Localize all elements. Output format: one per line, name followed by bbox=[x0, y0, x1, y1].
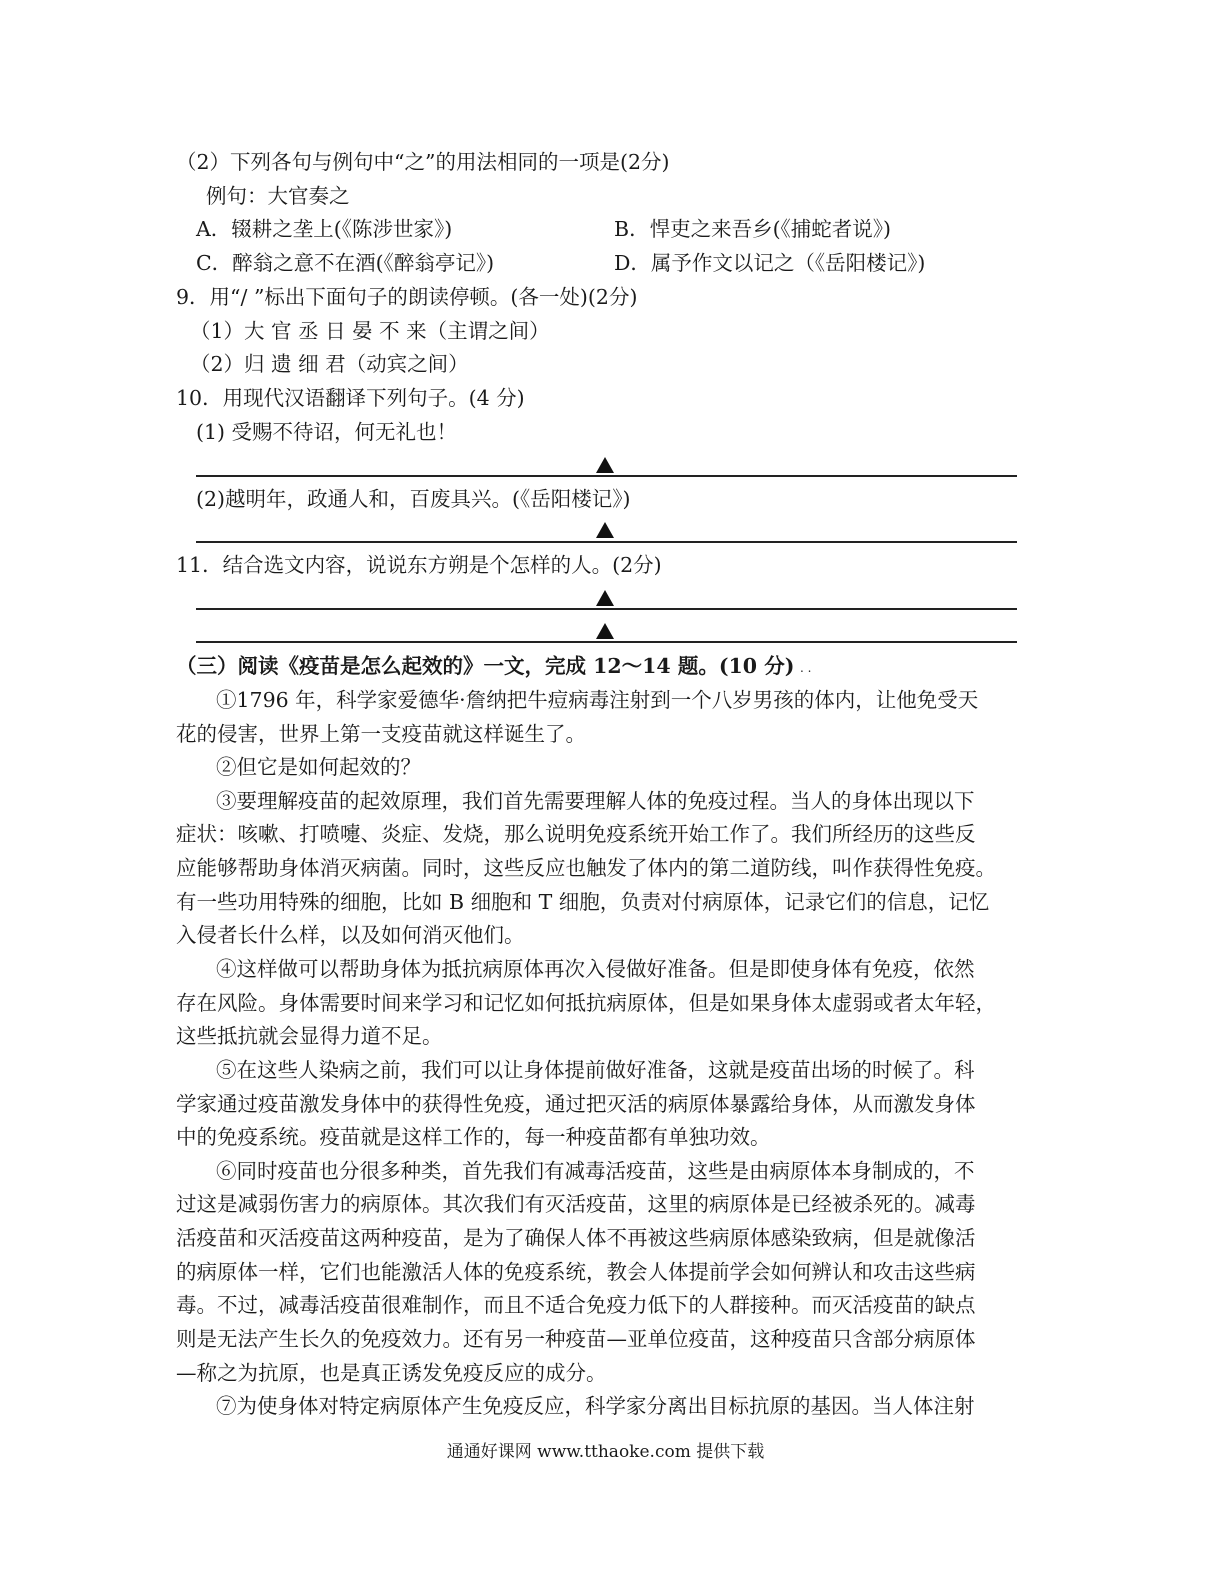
answer-marker-icon bbox=[596, 457, 614, 473]
page-footer: 通通好课网 www.tthaoke.com 提供下载 bbox=[446, 1442, 765, 1462]
passage-line: 过这是减弱伤害力的病原体。其次我们有灭活疫苗，这里的病原体是已经被杀死的。减毒 bbox=[176, 1192, 976, 1216]
q8-2-example: 例句：大官奏之 bbox=[206, 184, 350, 208]
heading-tail-marks: . . bbox=[800, 661, 812, 675]
q11-stem: 11．结合选文内容，说说东方朔是个怎样的人。(2分) bbox=[176, 553, 662, 577]
passage-line: 则是无法产生长久的免疫效力。还有另一种疫苗—亚单位疫苗，这种疫苗只含部分病原体 bbox=[176, 1327, 976, 1351]
passage-line: 入侵者长什么样，以及如何消灭他们。 bbox=[176, 923, 525, 947]
passage-line: ⑦为使身体对特定病原体产生免疫反应，科学家分离出目标抗原的基因。当人体注射 bbox=[216, 1394, 975, 1418]
q10-item-2: (2)越明年，政通人和，百废具兴。(《岳阳楼记》) bbox=[196, 487, 631, 511]
q8-2-option-d: D．属予作文以记之（《岳阳楼记》) bbox=[614, 251, 926, 275]
passage-line: 中的免疫系统。疫苗就是这样工作的，每一种疫苗都有单独功效。 bbox=[176, 1125, 771, 1149]
answer-line bbox=[196, 608, 1017, 610]
passage-line: ②但它是如何起效的？ bbox=[216, 755, 421, 779]
passage-line: ④这样做可以帮助身体为抵抗病原体再次入侵做好准备。但是即使身体有免疫，依然 bbox=[216, 957, 975, 981]
passage-line: —称之为抗原，也是真正诱发免疫反应的成分。 bbox=[176, 1361, 607, 1385]
passage-line: ⑥同时疫苗也分很多种类，首先我们有减毒活疫苗，这些是由病原体本身制成的，不 bbox=[216, 1159, 975, 1183]
passage-line: 这些抵抗就会显得力道不足。 bbox=[176, 1024, 443, 1048]
passage-line: 应能够帮助身体消灭病菌。同时，这些反应也触发了体内的第二道防线，叫作获得性免疫。 bbox=[176, 856, 996, 880]
answer-marker-icon bbox=[596, 590, 614, 606]
passage-line: 存在风险。身体需要时间来学习和记忆如何抵抗病原体，但是如果身体太虚弱或者太年轻， bbox=[176, 991, 996, 1015]
passage-line: ①1796 年，科学家爱德华·詹纳把牛痘病毒注射到一个八岁男孩的体内，让他免受天 bbox=[216, 688, 979, 712]
answer-marker-icon bbox=[596, 623, 614, 639]
q10-item-1: (1) 受赐不待诏，何无礼也！ bbox=[196, 420, 458, 444]
answer-line bbox=[196, 541, 1017, 543]
answer-line bbox=[196, 641, 1017, 643]
q8-2-option-c: C．醉翁之意不在酒(《醉翁亭记》) bbox=[196, 251, 495, 275]
q10-stem: 10．用现代汉语翻译下列句子。(4 分) bbox=[176, 386, 525, 410]
section-3-heading: （三）阅读《疫苗是怎么起效的》一文，完成 12～14 题。(10 分) bbox=[176, 654, 795, 678]
passage-line: 毒。不过，减毒活疫苗很难制作，而且不适合免疫力低下的人群接种。而灭活疫苗的缺点 bbox=[176, 1293, 976, 1317]
q8-2-option-a: A．辍耕之垄上(《陈涉世家》) bbox=[196, 217, 453, 241]
passage-line: 的病原体一样，它们也能激活人体的免疫系统，教会人体提前学会如何辨认和攻击这些病 bbox=[176, 1260, 976, 1284]
passage-line: 有一些功用特殊的细胞，比如 B 细胞和 T 细胞，负责对付病原体，记录它们的信息，记忆 bbox=[176, 890, 990, 914]
q9-item-1: （1）大 官 丞 日 晏 不 来（主谓之间） bbox=[190, 319, 550, 343]
passage-line: 症状：咳嗽、打喷嚏、炎症、发烧，那么说明免疫系统开始工作了。我们所经历的这些反 bbox=[176, 822, 976, 846]
passage-line: 学家通过疫苗激发身体中的获得性免疫，通过把灭活的病原体暴露给身体，从而激发身体 bbox=[176, 1092, 976, 1116]
q8-2-stem: （2）下列各句与例句中“之”的用法相同的一项是(2分) bbox=[176, 150, 670, 174]
passage-line: 花的侵害，世界上第一支疫苗就这样诞生了。 bbox=[176, 722, 586, 746]
answer-marker-icon bbox=[596, 522, 614, 538]
answer-line bbox=[196, 475, 1017, 477]
passage-line: ③要理解疫苗的起效原理，我们首先需要理解人体的免疫过程。当人的身体出现以下 bbox=[216, 789, 975, 813]
passage-line: 活疫苗和灭活疫苗这两种疫苗，是为了确保人体不再被这些病原体感染致病，但是就像活 bbox=[176, 1226, 976, 1250]
q9-stem: 9．用“/ ”标出下面句子的朗读停顿。(各一处)(2分) bbox=[176, 285, 638, 309]
q8-2-option-b: B．悍吏之来吾乡(《捕蛇者说》) bbox=[614, 217, 892, 241]
passage-line: ⑤在这些人染病之前，我们可以让身体提前做好准备，这就是疫苗出场的时候了。科 bbox=[216, 1058, 975, 1082]
q9-item-2: （2）归 遗 细 君（动宾之间） bbox=[190, 352, 469, 376]
